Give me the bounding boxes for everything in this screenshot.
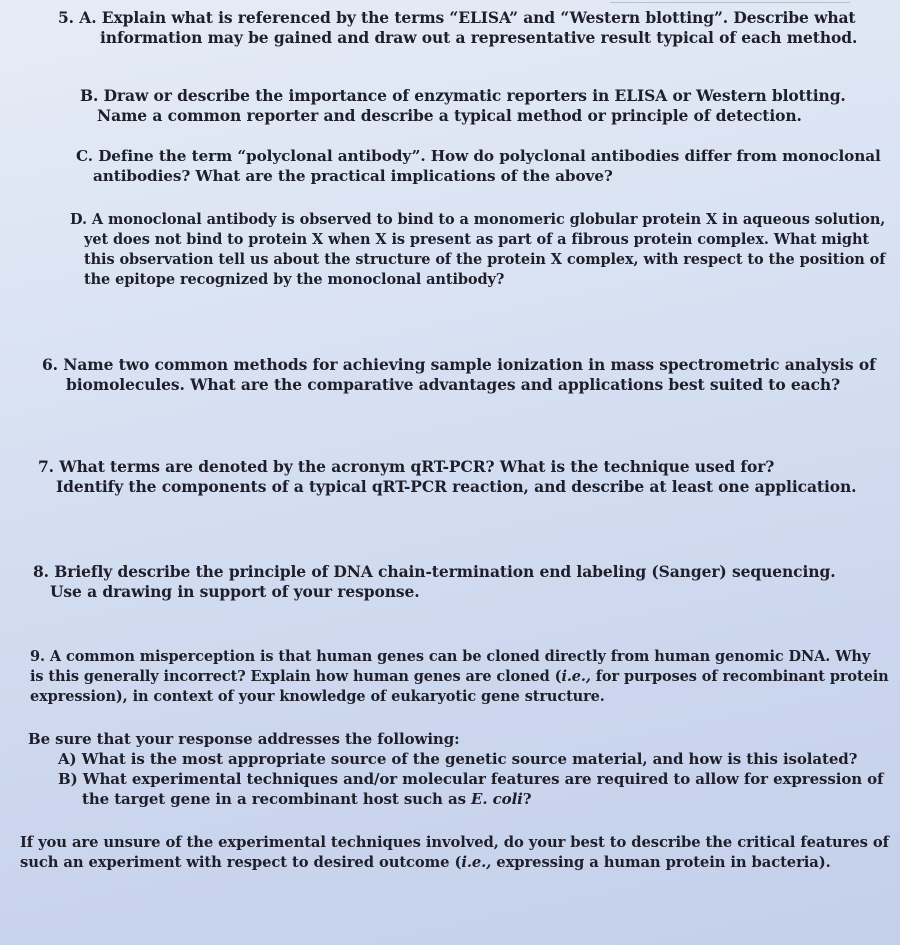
checklist-item-b: B) What experimental techniques and/or molecular features are required to allow for expression of (58, 770, 884, 788)
question-6 (42, 355, 876, 395)
question-5d (70, 210, 885, 290)
question-5c-line: antibodies? What are the practical implications of the above? (93, 167, 613, 185)
question-5b (80, 86, 846, 126)
question-8-line: Use a drawing in support of your response. (50, 582, 420, 601)
question-6-line: 6. Name two common methods for achieving sample ionization in mass spectrometric analysis of (42, 355, 876, 374)
question-9-line: is this generally incorrect? Explain how human genes are cloned (i.e., for purposes of recombinant protein (30, 668, 889, 685)
question-5c-line: C. Define the term “polyclonal antibody”. How do polyclonal antibodies differ from monoclonal (76, 147, 881, 165)
question-9 (30, 647, 889, 707)
checklist-intro: Be sure that your response addresses the following: (28, 730, 460, 748)
question-7-line: 7. What terms are denoted by the acronym qRT-PCR? What is the technique used for? (38, 457, 775, 476)
question-9-line: expression), in context of your knowledge of eukaryotic gene structure. (30, 688, 605, 705)
question-5c (76, 146, 881, 186)
closing-note-line: such an experiment with respect to desired outcome (i.e., expressing a human protein in bacteria). (20, 854, 831, 871)
question-5d-line: this observation tell us about the structure of the protein X complex, with respect to the position of (84, 251, 886, 268)
question-7 (38, 457, 856, 497)
closing-note-line: If you are unsure of the experimental techniques involved, do your best to describe the critical features of (20, 834, 889, 851)
response-checklist (28, 729, 883, 809)
question-5a-line: 5. A. Explain what is referenced by the terms “ELISA” and “Western blotting”. Describe what (58, 8, 856, 27)
question-7-line: Identify the components of a typical qRT-PCR reaction, and describe at least one application. (56, 477, 857, 496)
question-5b-line: Name a common reporter and describe a typical method or principle of detection. (97, 106, 802, 125)
top-rule-divider (610, 2, 850, 3)
question-5d-line: the epitope recognized by the monoclonal antibody? (84, 271, 505, 288)
question-5d-line: D. A monoclonal antibody is observed to bind to a monomeric globular protein X in aqueous solution, (70, 211, 886, 228)
question-9-line: 9. A common misperception is that human genes can be cloned directly from human genomic DNA. Why (30, 648, 871, 665)
question-5a-line: information may be gained and draw out a representative result typical of each method. (100, 28, 858, 47)
closing-note (20, 833, 889, 873)
question-5d-line: yet does not bind to protein X when X is present as part of a fibrous protein complex. What might (84, 231, 870, 248)
question-8 (33, 562, 836, 602)
question-8-line: 8. Briefly describe the principle of DNA chain-termination end labeling (Sanger) sequencing. (33, 562, 836, 581)
question-5a (58, 8, 857, 48)
checklist-item-a: A) What is the most appropriate source of the genetic source material, and how is this isolated? (58, 750, 858, 768)
question-5b-line: B. Draw or describe the importance of enzymatic reporters in ELISA or Western blotting. (80, 86, 846, 105)
question-6-line: biomolecules. What are the comparative advantages and applications best suited to each? (66, 375, 841, 394)
checklist-item-b-cont: the target gene in a recombinant host such as E. coli? (82, 790, 532, 808)
